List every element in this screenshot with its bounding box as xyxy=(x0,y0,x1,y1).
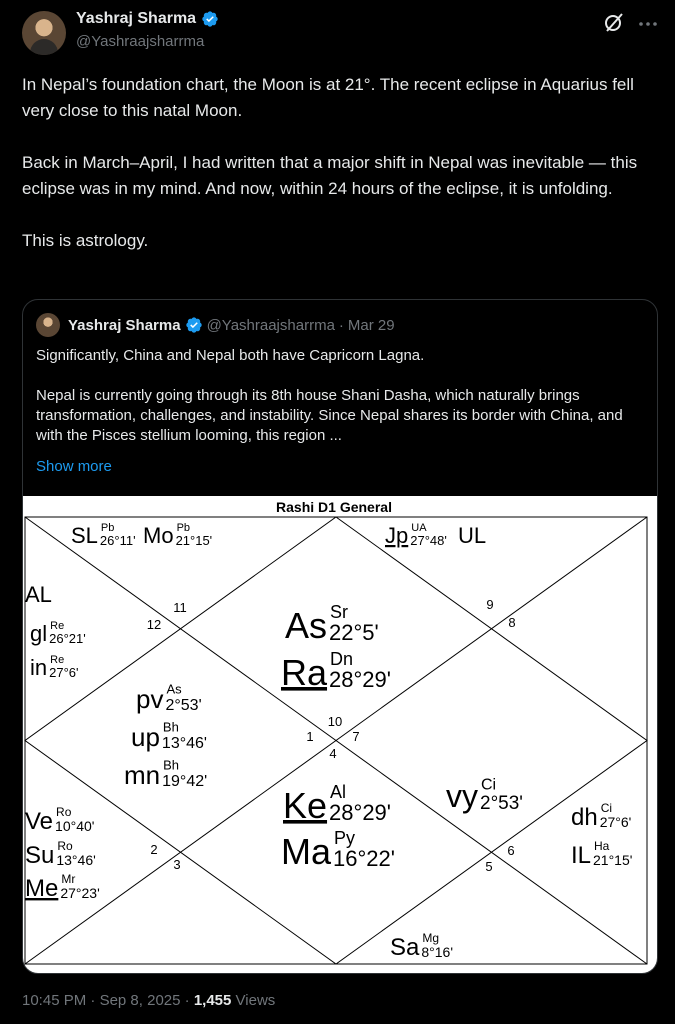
planet-degree: 13°46' xyxy=(161,735,207,752)
house-number: 1 xyxy=(306,729,314,744)
planet-degree: 27°23' xyxy=(60,885,100,901)
house-number: 8 xyxy=(508,615,516,630)
house-number: 3 xyxy=(173,857,181,872)
planet-label: Mo xyxy=(143,523,174,548)
author-name-row[interactable] xyxy=(76,10,219,28)
planet-degree: 10°40' xyxy=(55,818,95,834)
quote-author-name: Yashraj Sharma xyxy=(68,316,181,334)
footer-separator-2: · xyxy=(184,992,194,1009)
planet-entry xyxy=(281,649,391,693)
planet-superscript: UA xyxy=(411,521,427,534)
planet-label: gl xyxy=(30,621,48,646)
quote-author-handle: @Yashraajsharrma xyxy=(206,316,335,334)
planet-degree: 22°5' xyxy=(329,620,379,645)
quoted-tweet[interactable] xyxy=(22,299,658,974)
quote-paragraph-1: Significantly, China and Nepal both have Capricorn Lagna. xyxy=(36,347,425,364)
planet-label: Sa xyxy=(390,934,420,961)
planet-superscript: Mg xyxy=(422,930,440,945)
planet-entries xyxy=(25,522,632,961)
planet-label: vy xyxy=(446,778,478,814)
quote-text xyxy=(36,346,636,466)
planet-entry xyxy=(136,682,202,714)
planet-label: in xyxy=(30,655,48,680)
planet-entry xyxy=(390,931,453,961)
astrology-chart-image xyxy=(23,496,657,973)
house-number: 12 xyxy=(146,617,162,632)
planet-superscript: Re xyxy=(50,619,65,632)
planet-label: mn xyxy=(124,760,161,790)
tweet-paragraph-1: In Nepal’s foundation chart, the Moon is at 21°. The recent eclipse in Aquarius fell very close to this natal Moon. xyxy=(22,75,634,120)
tweet-paragraph-2: Back in March–April, I had written that a major shift in Nepal was inevitable — this eclipse was in my mind. And now, within 24 hours of the eclipse, it is unfolding. xyxy=(22,153,638,198)
planet-entry xyxy=(25,839,96,869)
chart-frame xyxy=(25,517,647,964)
planet-entry xyxy=(30,620,86,646)
planet-superscript: Pb xyxy=(176,521,191,534)
planet-superscript: Bh xyxy=(163,757,180,773)
planet-degree: 2°53' xyxy=(165,697,202,714)
tweet-paragraph-3: This is astrology. xyxy=(22,231,149,250)
house-number: 4 xyxy=(329,746,337,761)
planet-degree: 27°6' xyxy=(599,814,632,830)
planet-label: up xyxy=(131,722,160,752)
planet-superscript: Re xyxy=(50,653,65,666)
planet-entry xyxy=(25,872,100,902)
house-number: 2 xyxy=(150,842,158,857)
planet-entry xyxy=(124,758,207,790)
footer-separator-1: · xyxy=(90,992,100,1009)
house-number: 11 xyxy=(173,600,187,615)
quote-header xyxy=(68,316,395,334)
views-label: Views xyxy=(235,992,276,1009)
house-number: 10 xyxy=(327,714,343,729)
planet-superscript: Ci xyxy=(600,800,613,815)
planet-degree: 27°6' xyxy=(49,665,79,680)
grok-icon[interactable] xyxy=(602,10,626,34)
planet-entry xyxy=(30,654,79,680)
planet-label: pv xyxy=(136,684,164,714)
house-number: 5 xyxy=(485,859,493,874)
planet-degree: 26°21' xyxy=(49,631,86,646)
planet-superscript: As xyxy=(166,681,182,697)
planet-entry xyxy=(571,839,632,869)
quote-date: Mar 29 xyxy=(347,316,395,334)
quote-author-avatar xyxy=(36,313,60,337)
author-name[interactable]: Yashraj Sharma xyxy=(76,10,197,27)
planet-degree: 8°16' xyxy=(421,944,453,960)
planet-superscript: Mr xyxy=(61,871,76,886)
planet-label: Ma xyxy=(281,831,332,872)
author-handle[interactable]: @Yashraajsharrma xyxy=(76,33,205,50)
planet-entry xyxy=(458,523,486,548)
planet-superscript: Pb xyxy=(100,521,115,534)
planet-entry xyxy=(71,522,136,548)
planet-degree: 26°11' xyxy=(99,533,136,548)
tweet-time[interactable]: 10:45 PM xyxy=(22,992,87,1009)
planet-label: UL xyxy=(458,523,487,548)
planet-superscript: Al xyxy=(330,782,347,803)
tweet-footer xyxy=(22,992,275,1009)
planet-entry xyxy=(143,522,212,548)
planet-entry xyxy=(131,720,207,752)
planet-entry xyxy=(25,805,94,835)
planet-label: Me xyxy=(25,875,59,902)
planet-label: Ke xyxy=(283,785,328,826)
planet-degree: 27°48' xyxy=(410,533,447,548)
planet-entry xyxy=(283,782,391,826)
planet-entry xyxy=(281,828,395,872)
planet-label: dh xyxy=(571,804,598,831)
planet-label: Ve xyxy=(25,808,54,835)
quote-paragraph-2: Nepal is currently going through its 8th house Shani Dasha, which naturally brings transformation, challenges, and instability. Since Nepal shares its border with China, and with the Pisces stellium looming, this region ... xyxy=(36,387,623,444)
house-number: 9 xyxy=(486,597,494,612)
planet-degree: 21°15' xyxy=(593,852,633,868)
planet-superscript: Dn xyxy=(330,649,354,670)
planet-superscript: Ro xyxy=(56,804,72,819)
chart-title: Rashi D1 General xyxy=(276,499,392,515)
rashi-chart xyxy=(23,496,657,973)
planet-entry xyxy=(285,602,379,646)
planet-degree: 21°15' xyxy=(175,533,213,548)
planet-degree: 28°29' xyxy=(329,800,391,825)
planet-degree: 19°42' xyxy=(162,773,208,790)
planet-label: Su xyxy=(25,842,55,869)
planet-label: As xyxy=(285,605,328,646)
planet-degree: 13°46' xyxy=(56,852,96,868)
planet-superscript: Ro xyxy=(57,838,73,853)
tweet-text xyxy=(22,72,652,280)
planet-superscript: Py xyxy=(334,828,356,849)
planet-entry xyxy=(446,776,523,814)
verified-badge-icon xyxy=(201,10,219,28)
planet-degree: 2°53' xyxy=(480,793,523,814)
planet-superscript: Bh xyxy=(162,719,179,735)
planet-label: SL xyxy=(71,523,98,548)
planet-label: Ra xyxy=(281,652,328,693)
house-number: 7 xyxy=(352,729,360,744)
planet-entry xyxy=(385,522,447,548)
author-avatar[interactable] xyxy=(22,11,66,55)
tweet-date[interactable]: Sep 8, 2025 xyxy=(99,992,181,1009)
planet-label: AL xyxy=(25,582,52,607)
verified-badge-icon xyxy=(185,316,203,334)
planet-superscript: Ha xyxy=(594,838,610,853)
quote-separator: · xyxy=(338,316,344,334)
planet-label: IL xyxy=(571,842,592,869)
planet-superscript: Ci xyxy=(481,776,497,794)
show-more-link[interactable]: Show more xyxy=(36,458,112,475)
planet-entry xyxy=(571,801,631,831)
planet-entry xyxy=(25,582,52,607)
more-options-icon[interactable] xyxy=(636,12,660,36)
planet-superscript: Sr xyxy=(330,602,349,623)
planet-degree: 28°29' xyxy=(329,667,391,692)
house-number: 6 xyxy=(507,843,515,858)
planet-label: Jp xyxy=(385,523,409,548)
planet-degree: 16°22' xyxy=(333,846,395,871)
views-count: 1,455 xyxy=(193,992,232,1009)
